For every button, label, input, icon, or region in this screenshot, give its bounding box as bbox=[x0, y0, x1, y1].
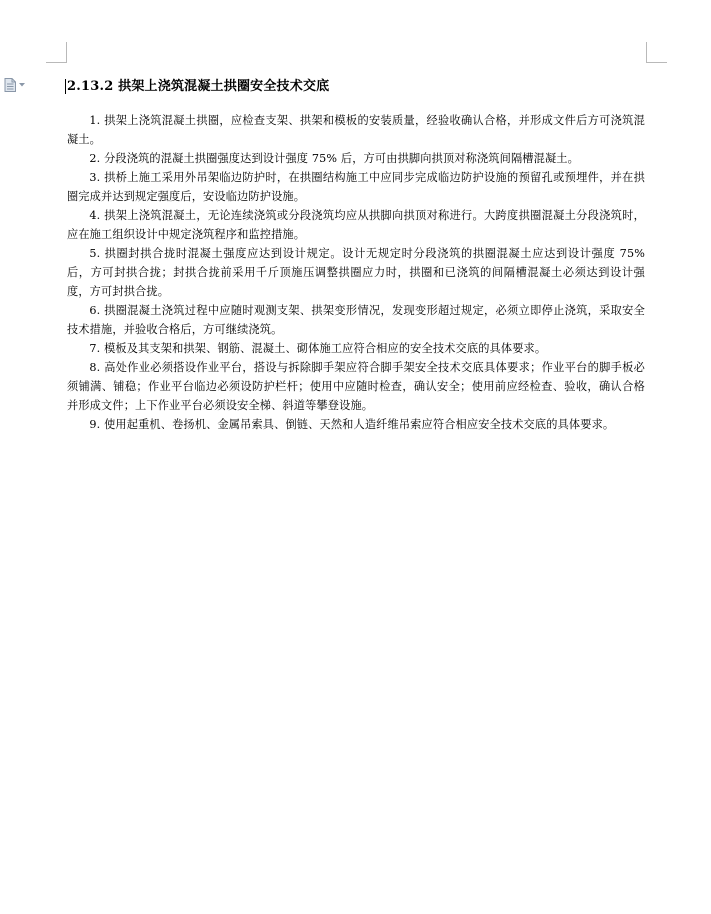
paragraph-7: 7. 模板及其支架和拱架、钢筋、混凝土、砌体施工应符合相应的安全技术交底的具体要求。 bbox=[89, 342, 547, 355]
paragraph-2: 2. 分段浇筑的混凝土拱圈强度达到设计强度 75% 后，方可由拱脚向拱顶对称浇筑间隔槽混凝土。 bbox=[89, 152, 579, 165]
paragraph-9: 9. 使用起重机、卷扬机、金属吊索具、倒链、天然和人造纤维吊索应符合相应安全技术交底的具体要求。 bbox=[89, 418, 615, 431]
paragraph-3: 3. 拱桥上施工采用外吊架临边防护时，在拱圈结构施工中应同步完成临边防护设施的预留孔或预埋件，并在拱圈完成并达到规定强度后，安设临边防护设施。 bbox=[67, 171, 645, 203]
section-heading: 2.13.2 拱架上浇筑混凝土拱圈安全技术交底 bbox=[67, 79, 330, 94]
document-body[interactable] bbox=[67, 76, 645, 434]
crop-mark-top-left bbox=[46, 42, 67, 63]
paragraph-5: 5. 拱圈封拱合拢时混凝土强度应达到设计规定。设计无规定时分段浇筑的拱圈混凝土应达到设计强度 75% 后，方可封拱合拢；封拱合拢前采用千斤顶施压调整拱圈应力时，拱圈和已浇筑的间隔槽混凝土必须达到设计强度，方可封拱合拢。 bbox=[67, 247, 645, 298]
paragraph-1: 1. 拱架上浇筑混凝土拱圈，应检查支架、拱架和模板的安装质量，经验收确认合格，并形成文件后方可浇筑混凝土。 bbox=[67, 114, 645, 146]
paragraph-8: 8. 高处作业必须搭设作业平台，搭设与拆除脚手架应符合脚手架安全技术交底具体要求；作业平台的脚手板必须铺满、铺稳；作业平台临边必须设防护栏杆；使用中应随时检查，确认安全；使用前应经检查、验收，确认合格并形成文件；上下作业平台必须设安全梯、斜道等攀登设施。 bbox=[67, 361, 645, 412]
document-icon bbox=[4, 78, 16, 92]
text-cursor bbox=[65, 79, 66, 94]
crop-mark-top-right bbox=[646, 42, 667, 63]
paragraph-options-button[interactable] bbox=[4, 77, 32, 93]
paragraph-6: 6. 拱圈混凝土浇筑过程中应随时观测支架、拱架变形情况，发现变形超过规定，必须立即停止浇筑，采取安全技术措施，并验收合格后，方可继续浇筑。 bbox=[67, 304, 645, 336]
chevron-down-icon bbox=[19, 83, 25, 87]
paragraph-4: 4. 拱架上浇筑混凝土，无论连续浇筑或分段浇筑均应从拱脚向拱顶对称进行。大跨度拱圈混凝土分段浇筑时，应在施工组织设计中规定浇筑程序和监控措施。 bbox=[67, 209, 645, 241]
